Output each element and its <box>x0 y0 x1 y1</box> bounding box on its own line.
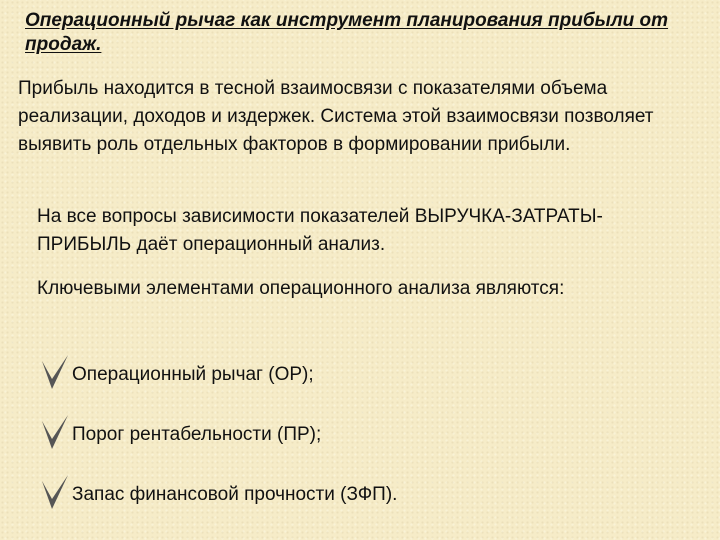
bullet-text: Запас финансовой прочности (ЗФП). <box>72 484 398 505</box>
bullet-item-safety-margin <box>40 467 397 511</box>
key-elements-paragraph: Ключевыми элементами операционного анализа являются: <box>37 278 565 299</box>
bullet-text: Операционный рычаг (ОР); <box>72 364 314 385</box>
bullet-text: Порог рентабельности (ПР); <box>72 424 322 445</box>
arrow-check-icon <box>40 473 70 511</box>
bullet-item-operating-leverage <box>40 347 314 391</box>
intro-paragraph: Прибыль находится в тесной взаимосвязи с показателями объема реализации, доходов и издержек. Система этой взаимосвязи позволяет выявить роль отдельных факторов в формировании прибыли. <box>18 78 654 155</box>
slide-title: Операционный рычаг как инструмент планирования прибыли от продаж. <box>25 10 669 55</box>
bullet-item-break-even <box>40 407 321 451</box>
analysis-paragraph: На все вопросы зависимости показателей ВЫРУЧКА-ЗАТРАТЫ-ПРИБЫЛЬ даёт операционный анализ. <box>37 206 603 255</box>
arrow-check-icon <box>40 413 70 451</box>
arrow-check-icon <box>40 353 70 391</box>
